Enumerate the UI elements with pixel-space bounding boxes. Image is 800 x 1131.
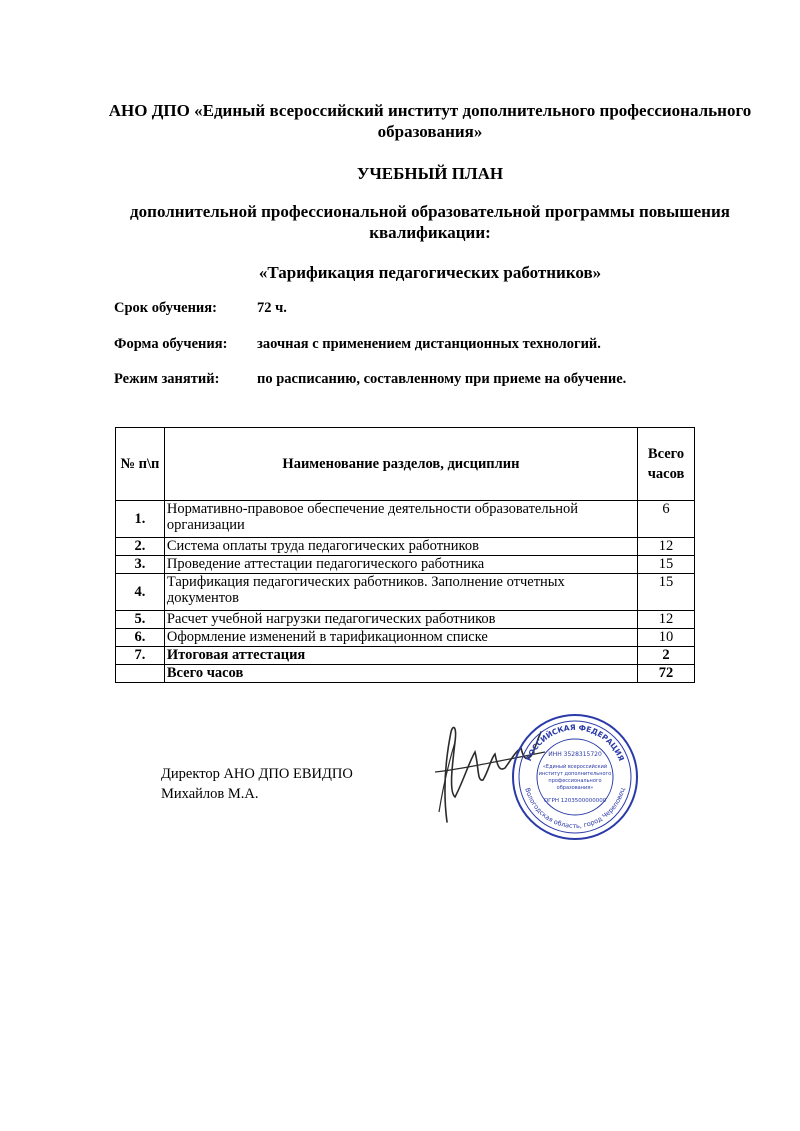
document-title: УЧЕБНЫЙ ПЛАН [356, 164, 504, 183]
mode-label: Режим занятий: [114, 371, 220, 387]
header-name: Наименование разделов, дисциплин [164, 428, 637, 501]
row-name: Оформление изменений в тарификационном списке [164, 629, 637, 647]
svg-text:ИНН 3528315720: ИНН 3528315720 [548, 751, 602, 758]
row-number: 1. [116, 501, 165, 538]
organization-name: АНО ДПО «Единый всероссийский институт дополнительного профессионального образования» [108, 101, 752, 141]
table-row [116, 574, 695, 611]
table-row [116, 501, 695, 538]
svg-text:РОССИЙСКАЯ ФЕДЕРАЦИЯ: РОССИЙСКАЯ ФЕДЕРАЦИЯ [524, 722, 626, 763]
duration-value: 72 ч. [257, 300, 287, 316]
row-hours: 12 [638, 538, 695, 556]
mode-row [114, 371, 627, 388]
mode-value: по расписанию, составленному при приеме на обучение. [257, 371, 627, 387]
duration-label: Срок обучения: [114, 300, 217, 316]
row-number: 4. [116, 574, 165, 611]
table-row [116, 556, 695, 574]
row-name: Расчет учебной нагрузки педагогических работников [164, 611, 637, 629]
header-hours: Всего часов [638, 428, 695, 501]
row-hours: 2 [638, 647, 695, 665]
program-name: «Тарификация педагогических работников» [258, 263, 602, 282]
curriculum-table [115, 427, 695, 683]
row-hours: 6 [638, 501, 695, 538]
row-name: Проведение аттестации педагогического работника [164, 556, 637, 574]
svg-text:Вологодская область, город Чер: Вологодская область, город Череповец [523, 786, 627, 831]
row-number: 6. [116, 629, 165, 647]
row-name: Тарификация педагогических работников. Заполнение отчетных документов [164, 574, 637, 611]
row-name: Система оплаты труда педагогических работников [164, 538, 637, 556]
header-number: № п\п [116, 428, 165, 501]
row-name: Итоговая аттестация [164, 647, 637, 665]
document-subtitle: дополнительной профессиональной образовательной программы повышения квалификации: [130, 202, 730, 242]
signer-name: Михайлов М.А. [161, 786, 259, 802]
table-row [116, 611, 695, 629]
row-number: 3. [116, 556, 165, 574]
svg-text:ОГРН 1203500000000: ОГРН 1203500000000 [543, 798, 607, 804]
row-hours: 15 [638, 556, 695, 574]
total-label: Всего часов [164, 665, 637, 683]
row-number: 7. [116, 647, 165, 665]
signer-block [161, 764, 353, 804]
table-row [116, 629, 695, 647]
organization-seal [510, 712, 640, 842]
svg-text:профессионального: профессионального [548, 778, 602, 784]
total-number [116, 665, 165, 683]
row-hours: 10 [638, 629, 695, 647]
form-value: заочная с применением дистанционных технологий. [257, 336, 601, 352]
table-total-row [116, 665, 695, 683]
svg-text:институт дополнительного: институт дополнительного [538, 771, 612, 777]
row-number: 5. [116, 611, 165, 629]
form-row [114, 336, 601, 353]
row-hours: 12 [638, 611, 695, 629]
svg-text:«Единый всероссийский: «Единый всероссийский [542, 764, 608, 770]
form-label: Форма обучения: [114, 336, 228, 352]
table-header-row [116, 428, 695, 501]
table-row [116, 538, 695, 556]
row-hours: 15 [638, 574, 695, 611]
row-number: 2. [116, 538, 165, 556]
signer-position: Директор АНО ДПО ЕВИДПО [161, 766, 353, 782]
table-row [116, 647, 695, 665]
row-name: Нормативно-правовое обеспечение деятельности образовательной организации [164, 501, 637, 538]
duration-row [114, 300, 287, 317]
total-hours: 72 [638, 665, 695, 683]
svg-text:образования»: образования» [556, 785, 594, 791]
